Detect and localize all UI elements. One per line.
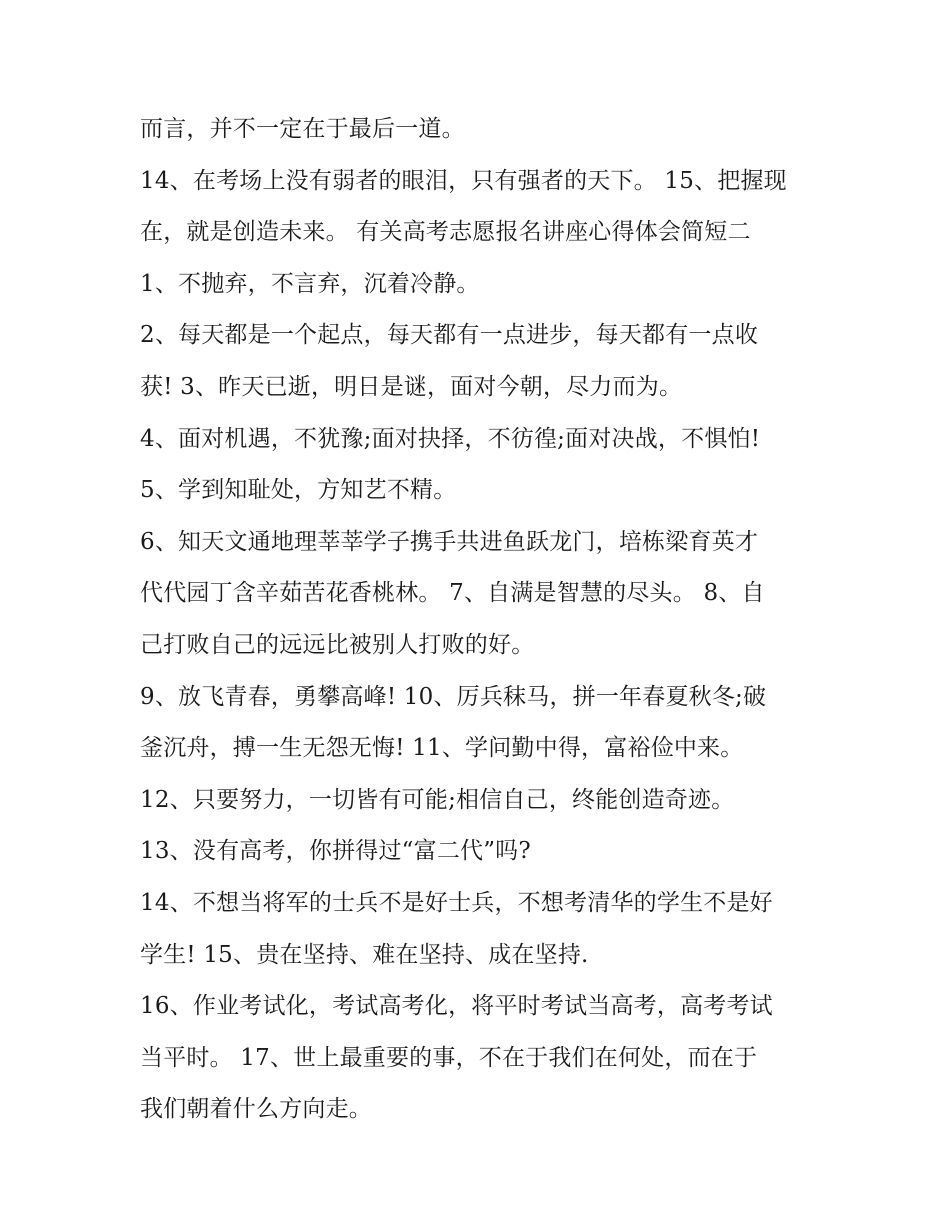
- text-line: 16、作业考试化，考试高考化，将平时考试当高考，高考考试: [140, 993, 773, 1020]
- document-body: [140, 104, 830, 1136]
- text-line: 9、放飞青春，勇攀高峰! 10、厉兵秣马，拼一年春夏秋冬;破: [140, 683, 767, 710]
- text-line: 获! 3、昨天已逝，明日是谜，面对今朝，尽力而为。: [140, 373, 683, 400]
- text-line: 釜沉舟，搏一生无怨无悔! 11、学问勤中得，富裕俭中来。: [140, 735, 744, 762]
- text-line: 13、没有高考，你拼得过“富二代”吗?: [140, 838, 531, 865]
- text-line: 而言，并不一定在于最后一道。: [140, 116, 465, 142]
- text-line: 我们朝着什么方向走。: [140, 1096, 372, 1123]
- text-line: 6、知天文通地理莘莘学子携手共进鱼跃龙门，培栋梁育英才: [140, 528, 759, 555]
- text-line: 1、不抛弃，不言弃，沉着冷静。: [140, 270, 480, 297]
- text-line: 12、只要努力，一切皆有可能;相信自己，终能创造奇迹。: [140, 786, 735, 813]
- text-line: 在，就是创造未来。 有关高考志愿报名讲座心得体会简短二: [140, 219, 751, 246]
- text-line: 4、面对机遇，不犹豫;面对抉择，不彷徨;面对决战，不惧怕!: [140, 425, 761, 452]
- text-line: 2、每天都是一个起点，每天都有一点进步，每天都有一点收: [140, 322, 759, 349]
- text-line: 学生! 15、贵在坚持、难在坚持、成在坚持.: [140, 941, 589, 968]
- text-line: 己打败自己的远远比被别人打败的好。: [140, 631, 535, 658]
- text-line: 代代园丁含辛茹苦花香桃林。 7、自满是智慧的尽头。 8、自: [140, 580, 765, 607]
- text-line: 14、不想当将军的士兵不是好士兵，不想考清华的学生不是好: [140, 889, 773, 916]
- text-line: 14、在考场上没有弱者的眼泪，只有强者的天下。 15、把握现: [140, 167, 787, 194]
- text-line: 当平时。 17、世上最重要的事，不在于我们在何处，而在于: [140, 1044, 758, 1071]
- text-line: 5、学到知耻处，方知艺不精。: [140, 477, 457, 504]
